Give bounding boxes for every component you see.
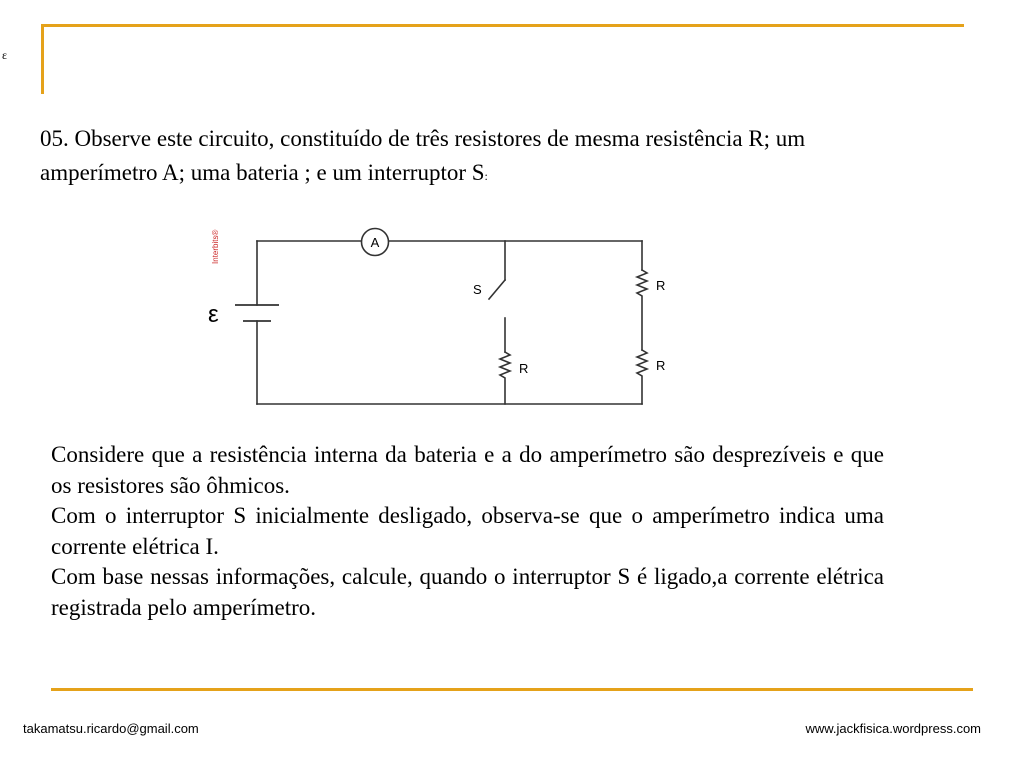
resistor-bottom-right [637,350,647,404]
resistor-top-right [637,270,647,350]
resistor-middle-label: R [519,361,529,376]
battery-emf-label: ε [208,301,219,328]
resistor-middle [500,352,510,404]
resistor-bottom-right-label: R [656,358,666,373]
decorative-bottom-rule [51,688,973,691]
switch-label: S [473,282,482,297]
question-line-2 [40,160,488,186]
switch-blade [489,280,505,299]
decorative-vertical-bar [41,24,44,94]
question-line-2-end: : [484,169,488,183]
footer-website: www.jackfisica.wordpress.com [805,721,981,736]
decorative-top-rule [41,24,964,27]
question-line-2-part-2: ; e um interruptor S [298,160,485,185]
question-line-2-part-1: amperímetro A; uma bateria [40,160,299,185]
ammeter-label: A [370,235,380,250]
paragraph-2: Com o interruptor S inicialmente desligado, observa-se que o amperímetro indica uma corrente elétrica I. [51,503,884,559]
question-line-1: 05. Observe este circuito, constituído de três resistores de mesma resistência R; um [40,126,806,151]
paragraph-3: Com base nessas informações, calcule, quando o interruptor S é ligado,a corrente elétrica registrada pelo amperímetro. [51,564,884,620]
corner-symbol: ε [2,48,8,62]
problem-text [51,440,884,623]
paragraph-1: Considere que a resistência interna da bateria e a do amperímetro são desprezíveis e que os resistores são ôhmicos. [51,442,884,498]
resistor-top-right-label: R [656,278,666,293]
credit-label: Interbits® [211,229,220,264]
footer-email: takamatsu.ricardo@gmail.com [23,721,199,736]
circuit-diagram [195,220,675,420]
